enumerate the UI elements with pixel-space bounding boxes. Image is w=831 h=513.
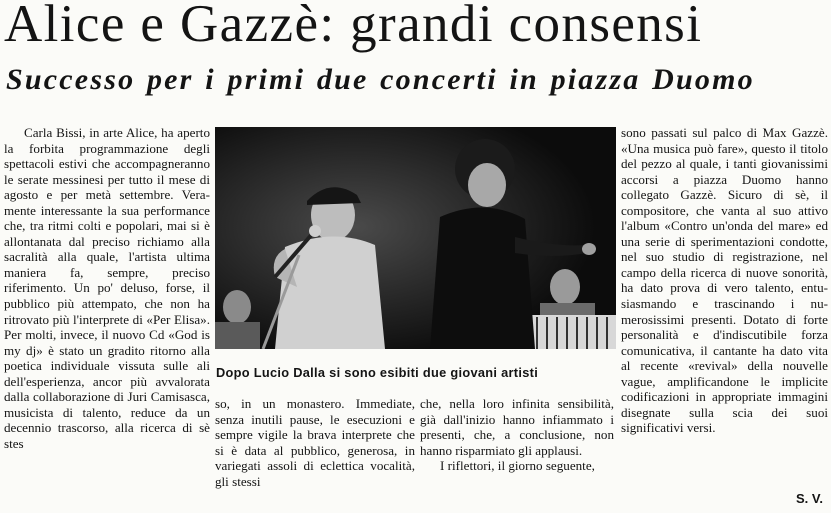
- column-3-paragraph-1: che, nella loro infinita sensibilità, già dall'inizio hanno infiammato i presenti, che, a conclusione, non hanno risparmiato gli applausi.: [420, 396, 614, 458]
- headline: Alice e Gazzè: grandi consensi: [4, 0, 703, 53]
- subheadline: Successo per i primi due concerti in piazza Duomo: [6, 63, 755, 96]
- concert-photo: [215, 127, 616, 349]
- concert-photo-illustration: [215, 127, 616, 349]
- column-2-paragraph: so, in un monastero. Immediate, senza inutili pause, le esecuzioni e sempre vigile la brava interprete che si è data al pubblico, generosa, in variegati assoli di eclettica vocalità, gli stessi: [215, 396, 415, 489]
- article-column-3: [420, 396, 614, 474]
- article-column-1: [4, 125, 210, 451]
- photo-caption: Dopo Lucio Dalla si sono esibiti due giovani artisti: [216, 365, 539, 380]
- column-1-paragraph: Carla Bissi, in arte Alice, ha aperto la forbita programmazione degli spettacoli estivi che accompagneranno le serate messinesi per tutto il mese di agosto e per metà settembre. Veramente interessante la sua performance che, tra ritmi colti e popolari, mai si è allontanata dal preciso richiamo alla sacralità alla quale, l'artista ultima maniera fa, sempre, preciso riferimento. Un po' deluso, forse, il pubblico più attempato, che non ha ritrovato più l'interprete di «Per Elisa». Per molti, invece, il nuovo Cd «God is my dj» è stato un gradito ritorno alla poetica individuale vissuta sulle ali dell'esperienza, ancor più avvalorata dalla collaborazione di Juri Camisasca, musicista di talento, reduce da un decennio trascorso, alla ricerca di sè stes: [4, 125, 210, 451]
- article-column-2: [215, 396, 415, 489]
- article-column-4: [621, 125, 828, 436]
- column-4-paragraph: sono passati sul palco di Max Gazzè. «Una musica può fare», questo il titolo del pezzo al quale, i tanti giovanissimi accorsi a piazza Duomo hanno collegato Gazzè. Sicuro di sè, il compositore, che vanta al suo attivo l'album «Contro un'onda del mare» ed una serie di sperimentazioni condotte, nel suo studio di registrazione, nel campo della ricerca di nuove sonorità, ha dato prova di vero talento, entusiasmando e trascinando i numerosissimi presenti. Dotato di forte personalità e d'indiscutibile forza comunicativa, il cantante ha dato vita al recente «revival» della nouvelle vague, amplificandone le implicite codificazioni in appropriate immagini disegnate sulla scia dei suoi significativi versi.: [621, 125, 828, 436]
- author-signature: S. V.: [796, 491, 823, 506]
- column-3-paragraph-2: I riflettori, il giorno seguente,: [440, 458, 595, 474]
